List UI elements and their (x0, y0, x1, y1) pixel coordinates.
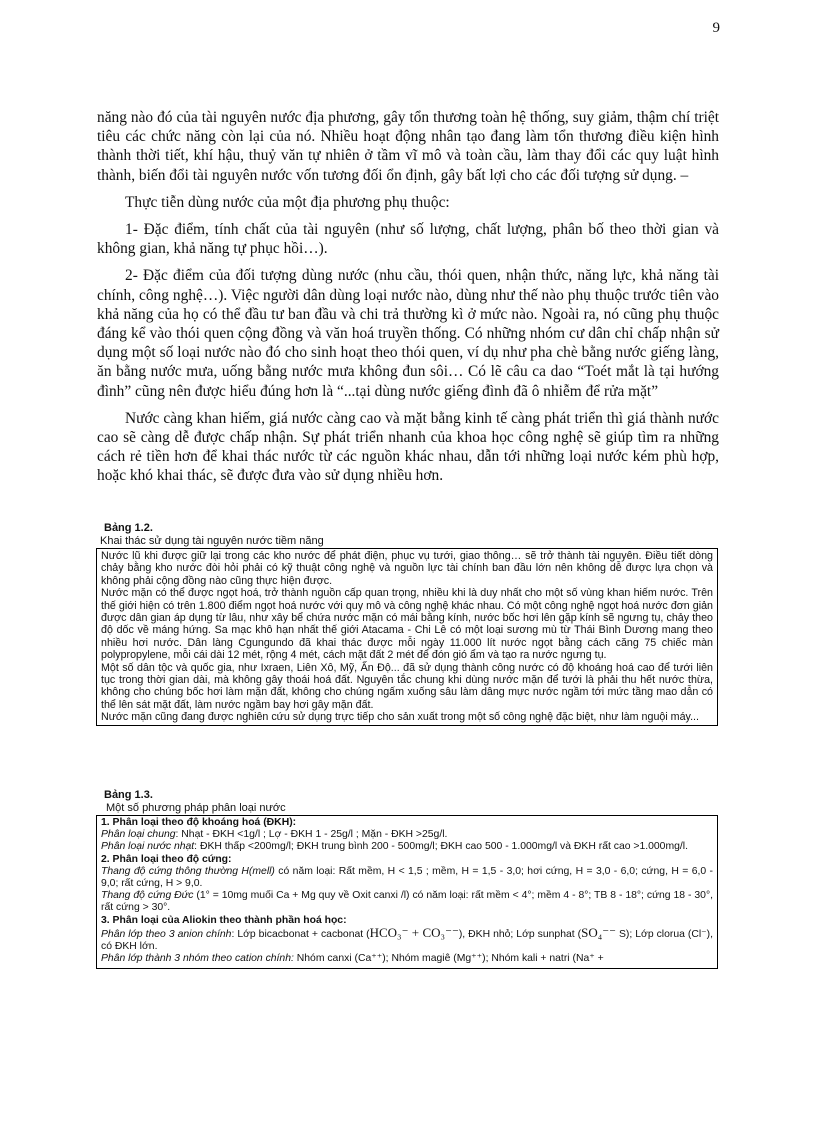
table-1-3 (96, 789, 718, 969)
table-row: Một số dân tộc và quốc gia, như Ixraen, Liên Xô, Mỹ, Ấn Độ... đã sử dụng thành công nước có độ khoáng hoá cao để tưới liên tục trong thời gian dài, mà không gây thoái hoá đất. Nguyên tắc chung khi dùng nước mặn để tưới là phải thu hết nước thừa, không cho chúng bốc hơi làm mặn đất, không cho chúng ngấm xuống sâu làm dâng mực nước ngầm tới mức tầng mao dẫn có thể lên sát mặt đất, làm nước ngầm bay hơi gây mặn đất. (101, 661, 713, 711)
section-heading: 3. Phân loại của Aliokin theo thành phần hoá học: (101, 914, 347, 926)
formula: HCO₃⁻ + CO₃⁻⁻ (369, 924, 459, 940)
table-label: Bảng 1.3. (104, 789, 153, 801)
table-box (96, 815, 718, 969)
table-title: Khai thác sử dụng tài nguyên nước tiềm năng (100, 535, 324, 547)
paragraph: 2- Đặc điểm của đối tượng dùng nước (nhu cầu, thói quen, nhận thức, năng lực, khả năng tài chính, công nghệ…). Việc người dân dùng loại nước nào, dùng như thế nào phụ thuộc trước tiên vào khả năng của họ có thể đầu tư ban đầu và chi trả thường kì ở mức nào. Ngoài ra, nó cũng phụ thuộc đáng kể vào thói quen cộng đồng và văn hoá truyền thống. Có những nhóm cư dân chỉ chấp nhận sử dụng một số loại nước nào đó cho sinh hoạt theo thói quen, ví dụ như pha chè bằng nước giếng làng, ăn bằng nước mưa, uống bằng nước mưa không đun sôi… Có lẽ câu ca dao “Toét mắt là tại hướng đình” cũng nên được hiểu đúng hơn là “...tại dùng nước giếng đình đã ô nhiễm để rửa mặt” (97, 267, 719, 400)
table-row: Phân loại chung: Nhạt - ĐKH <1g/l ; Lợ - ĐKH 1 - 25g/l ; Mặn - ĐKH >25g/l. (101, 829, 448, 841)
table-label: Bảng 1.2. (104, 522, 153, 534)
table-row: Phân lớp thành 3 nhóm theo cation chính: Nhóm canxi (Ca⁺⁺); Nhóm magiê (Mg⁺⁺); Nhóm kali + natri (Na⁺ + (101, 953, 604, 965)
table-row: Thang độ cứng thông thường H(mell) có năm loại: Rất mềm, H < 1,5 ; mềm, H = 1,5 - 3,0; hơi cứng, H = 3,0 - 6,0; cứng, H = 6,0 - 9,0; rất cứng, H > 9,0. (101, 865, 714, 890)
section-heading: 1. Phân loại theo độ khoáng hoá (ĐKH): (101, 817, 297, 828)
table-row: Phân lớp theo 3 anion chính: Lớp bicacbonat + cacbonat (HCO₃⁻ + CO₃⁻⁻), ĐKH nhỏ; Lớp sunphat (SO₄⁻⁻ S); Lớp clorua (Cl⁻), có ĐKH lớn. (101, 924, 713, 953)
section-heading: 2. Phân loại theo độ cứng: (101, 853, 232, 865)
page-number: 9 (712, 20, 720, 36)
table-row: Thang độ cứng Đức (1° = 10mg muối Ca + Mg quy về Oxit canxi /l) có năm loại: rất mềm < 4°; mềm 4 - 8°; TB 8 - 18°; cứng 18 - 30°, rất cứng > 30°. (101, 890, 713, 914)
paragraph: Nước càng khan hiếm, giá nước càng cao và mặt bằng kinh tế càng phát triển thì giá thành nước cao sẽ càng dễ được chấp nhận. Sự phát triển nhanh của khoa học công nghệ sẽ giúp tìm ra những cách rẻ tiền hơn để khai thác nước từ các nguồn khác nhau, dẫn tới những loại nước kém phù hợp, hoặc khó khai thác, sẽ được đưa vào sử dụng nhiều hơn. (97, 409, 719, 485)
table-title: Một số phương pháp phân loại nước (106, 802, 286, 814)
body-text (97, 108, 719, 494)
table-1-2 (96, 522, 718, 726)
paragraph: Thực tiễn dùng nước của một địa phương phụ thuộc: (125, 193, 450, 211)
formula: SO₄⁻⁻ (581, 924, 616, 940)
table-box (96, 548, 718, 726)
paragraph: 1- Đặc điểm, tính chất của tài nguyên (như số lượng, chất lượng, phân bố theo thời gian và không gian, khả năng tự phục hồi…). (97, 221, 719, 258)
paragraph: năng nào đó của tài nguyên nước địa phương, gây tổn thương toàn hệ thống, suy giảm, thậm chí triệt tiêu các chức năng còn lại của nó. Nhiều hoạt động nhân tạo đang làm tổn thương điều kiện hình thành thời tiết, khí hậu, thuỷ văn tự nhiên ở tầm vĩ mô và toàn cầu, làm thay đổi các quy luật hình thành, biến đổi tài nguyên nước vốn tương đối ổn định, gây bất lợi cho các đối tượng sử dụng. – (97, 109, 719, 184)
table-row: Nước mặn có thể được ngọt hoá, trở thành nguồn cấp quan trọng, nhiều khi là duy nhất cho một số vùng khan hiếm nước. Trên thế giới hiện có trên 1.800 điểm ngọt hoá nước với quy mô và công nghệ khác nhau. Có một công nghệ ngọt hoá nước đơn giản được dân gian áp dụng từ lâu, như xây bể chứa nước mặn có mái bằng kính, nước bốc hơi lên gặp kính sẽ ngưng tụ, chảy theo độ dốc về máng hứng. Sa mạc khô hạn nhất thế giới Atacama - Chi Lê có một loại sương mù từ Thái Bình Dương mang theo nhiều hơi nước. Dân làng Cgungundo đã khai thác được mỗi ngày 11.000 lít nước ngọt bằng cách căng 75 chiếc màn polypropylene, mỗi cái dài 12 mét, rộng 4 mét, cách mặt đất 2 mét để đón gió ẩm và tạo ra nước ngưng tụ. (101, 587, 713, 662)
table-row: Nước mặn cũng đang được nghiên cứu sử dụng trực tiếp cho sản xuất trong một số công nghệ đặc biệt, như làm nguội máy... (101, 711, 699, 724)
table-row: Phân loại nước nhạt: ĐKH thấp <200mg/l; ĐKH trung bình 200 - 500mg/l; ĐKH cao 500 - 1.000mg/l và ĐKH rất cao >1.000mg/l. (101, 841, 688, 853)
table-row: Nước lũ khi được giữ lại trong các kho nước để phát điện, phục vụ tưới, giao thông… sẽ trở thành tài nguyên. Điều tiết dòng chảy bằng kho nước đòi hỏi phải có kỹ thuật công nghệ và nguồn lực tài chính ban đầu lớn nên không dễ được lựa chọn và không phải cộng đồng nào cũng thực hiện được. (101, 550, 713, 587)
